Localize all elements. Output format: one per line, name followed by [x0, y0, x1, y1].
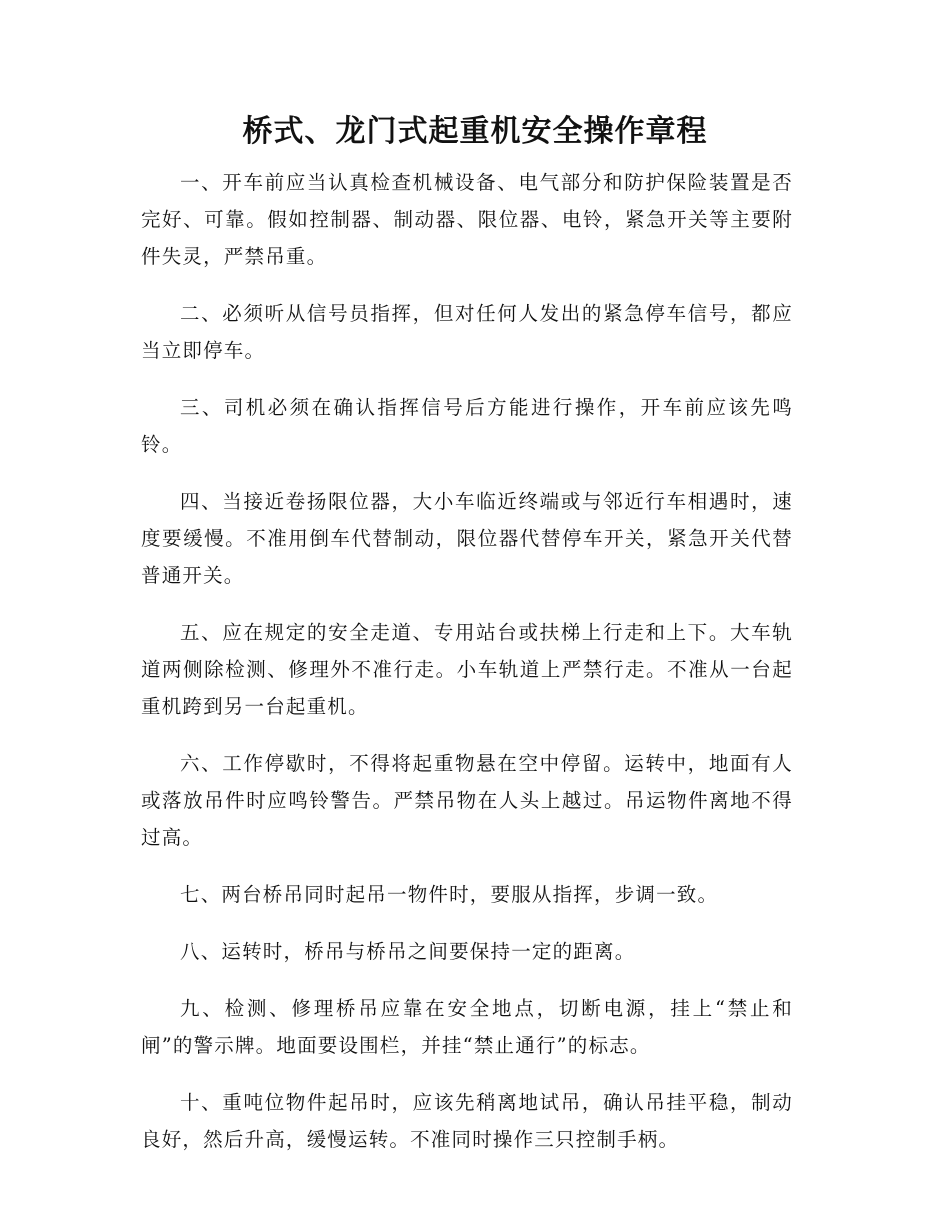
paragraph-6: 六、工作停歇时，不得将起重物悬在空中停留。运转中，地面有人或落放吊件时应鸣铃警告。严禁吊物在人头上越过。吊运物件离地不得过高。 [141, 752, 793, 849]
paragraph-5: 五、应在规定的安全走道、专用站台或扶梯上行走和上下。大车轨道两侧除检测、修理外不准行走。小车轨道上严禁行走。不准从一台起重机跨到另一台起重机。 [141, 621, 793, 718]
paragraph-4: 四、当接近卷扬限位器，大小车临近终端或与邻近行车相遇时，速度要缓慢。不准用倒车代替制动，限位器代替停车开关，紧急开关代替普通开关。 [141, 490, 793, 587]
paragraph-1: 一、开车前应当认真检查机械设备、电气部分和防护保险装置是否完好、可靠。假如控制器、制动器、限位器、电铃，紧急开关等主要附件失灵，严禁吊重。 [141, 171, 793, 268]
paragraph-10: 十、重吨位物件起吊时，应该先稍离地试吊，确认吊挂平稳，制动良好，然后升高，缓慢运转。不准同时操作三只控制手柄。 [141, 1091, 793, 1151]
document-title: 桥式、龙门式起重机安全操作章程 [242, 114, 708, 149]
paragraph-2: 二、必须听从信号员指挥，但对任何人发出的紧急停车信号，都应当立即停车。 [141, 302, 793, 362]
paragraph-3: 三、司机必须在确认指挥信号后方能进行操作，开车前应该先鸣铃。 [141, 396, 793, 456]
paragraph-8: 八、运转时，桥吊与桥吊之间要保持一定的距离。 [180, 940, 636, 963]
paragraph-9: 九、检测、修理桥吊应靠在安全地点，切断电源，挂上“禁止和闸”的警示牌。地面要设围栏，并挂“禁止通行”的标志。 [141, 997, 793, 1057]
document-body [141, 164, 793, 1178]
paragraph-7: 七、两台桥吊同时起吊一物件时，要服从指挥，步调一致。 [180, 883, 719, 906]
